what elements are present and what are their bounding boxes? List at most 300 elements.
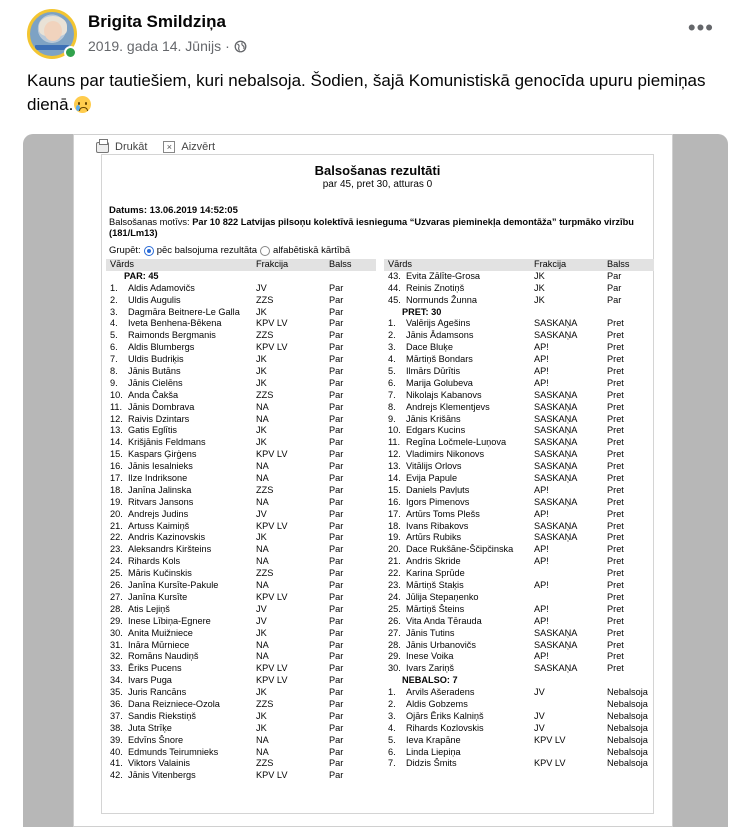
fraction: JK <box>256 532 267 543</box>
row-number: 43. <box>388 270 401 281</box>
row-number: 24. <box>388 591 401 602</box>
post-text <box>27 69 717 117</box>
deputy-name <box>106 616 256 628</box>
table-row <box>384 366 654 378</box>
row-number: 24. <box>110 556 123 567</box>
vote-value: Pret <box>607 425 624 436</box>
deputy-name-text: Anita Muižniece <box>128 627 193 638</box>
deputy-name-text: Rihards Kols <box>128 556 181 567</box>
group-by-result-radio[interactable] <box>144 246 154 256</box>
fraction: JV <box>256 603 267 614</box>
deputy-name <box>384 568 534 580</box>
fraction: NA <box>256 401 269 412</box>
table-row <box>384 318 654 330</box>
fraction: SASKAŅA <box>534 496 578 507</box>
deputy-name-text: Ieva Krapāne <box>406 734 461 745</box>
deputy-name-text: Inese Lībiņa-Egnere <box>128 615 211 626</box>
vote-value: Nebalsoja <box>607 746 648 757</box>
deputy-name <box>384 532 534 544</box>
vote-value: Pret <box>607 473 624 484</box>
document-title: Balsošanas rezultāti <box>314 163 441 178</box>
fraction: NA <box>256 473 269 484</box>
deputy-name <box>384 283 534 295</box>
fraction: AP! <box>534 544 549 555</box>
globe-icon[interactable] <box>234 40 247 53</box>
fraction: SASKAŅA <box>534 425 578 436</box>
deputy-name-text: Krišjānis Feldmans <box>128 437 206 448</box>
vote-value: Par <box>329 663 344 674</box>
vote-value: Pret <box>607 556 624 567</box>
vote-value: Nebalsoja <box>607 698 648 709</box>
fraction: SASKAŅA <box>534 473 578 484</box>
fraction: AP! <box>534 615 549 626</box>
table-row <box>384 425 654 437</box>
vote-value: Pret <box>607 330 624 341</box>
table-row <box>106 485 376 497</box>
row-number: 27. <box>110 591 123 602</box>
row-number: 7. <box>110 354 118 365</box>
row-number: 28. <box>388 639 401 650</box>
deputy-name <box>384 318 534 330</box>
close-icon: × <box>163 141 175 153</box>
fraction: SASKAŅA <box>534 401 578 412</box>
fraction: AP! <box>534 377 549 388</box>
deputy-name <box>384 366 534 378</box>
deputy-name <box>106 568 256 580</box>
fraction: KPV LV <box>534 734 566 745</box>
fraction: NA <box>256 651 269 662</box>
fraction: JK <box>256 437 267 448</box>
table-row <box>384 604 654 616</box>
table-row <box>384 628 654 640</box>
vote-table-right <box>384 259 654 770</box>
deputy-name-text: Dagmāra Beitnere-Le Galla <box>128 306 240 317</box>
deputy-name-text: Jānis Cielēns <box>128 377 183 388</box>
deputy-name <box>106 592 256 604</box>
vote-value: Pret <box>607 615 624 626</box>
table-row <box>384 390 654 402</box>
row-number: 1. <box>388 687 396 698</box>
fraction: JK <box>534 294 545 305</box>
author-name[interactable]: Brigita Smildziņa <box>88 12 226 31</box>
deputy-name <box>384 592 534 604</box>
table-row <box>106 497 376 509</box>
deputy-name-text: Ivars Puga <box>128 675 172 686</box>
fraction: SASKAŅA <box>534 532 578 543</box>
row-number: 26. <box>110 580 123 591</box>
vote-value: Nebalsoja <box>607 758 648 769</box>
row-number: 30. <box>110 627 123 638</box>
vote-value: Par <box>329 722 344 733</box>
date-value: 13.06.2019 14:52:05 <box>149 205 238 216</box>
table-row <box>106 402 376 414</box>
vote-value: Par <box>329 568 344 579</box>
fraction: ZZS <box>256 330 274 341</box>
section-title: NEBALSO: 7 <box>402 675 458 686</box>
table-row <box>106 758 376 770</box>
table-row <box>384 580 654 592</box>
deputy-name <box>384 354 534 366</box>
table-row <box>384 532 654 544</box>
deputy-name-text: Vladimirs Nikonovs <box>406 449 485 460</box>
deputy-name-text: Raimonds Bergmanis <box>128 330 216 341</box>
deputy-name-text: Karina Sprūde <box>406 568 465 579</box>
table-row <box>106 449 376 461</box>
row-number: 30. <box>388 663 401 674</box>
vote-value: Par <box>329 389 344 400</box>
deputy-name <box>384 437 534 449</box>
vote-value: Par <box>329 377 344 388</box>
table-row <box>106 699 376 711</box>
vote-value: Pret <box>607 413 624 424</box>
deputy-name <box>106 437 256 449</box>
deputy-name <box>384 556 534 568</box>
group-alphabetical-radio[interactable] <box>260 246 270 256</box>
fraction <box>534 568 607 580</box>
table-row <box>384 687 654 699</box>
deputy-name <box>384 711 534 723</box>
header-vote: Balss <box>329 259 352 269</box>
fraction: ZZS <box>256 389 274 400</box>
fraction: ZZS <box>256 698 274 709</box>
deputy-name <box>384 521 534 533</box>
row-number: 32. <box>110 651 123 662</box>
vote-value: Par <box>329 675 344 686</box>
table-row <box>106 295 376 307</box>
table-row <box>384 414 654 426</box>
deputy-name <box>106 532 256 544</box>
header-name: Vārds <box>110 259 135 269</box>
fraction: JV <box>256 615 267 626</box>
deputy-name <box>106 758 256 770</box>
deputy-name-text: Mārtiņš Šteins <box>406 603 465 614</box>
fraction: KPV LV <box>256 449 288 460</box>
fraction: ZZS <box>256 484 274 495</box>
row-number: 20. <box>388 544 401 555</box>
row-number: 25. <box>110 568 123 579</box>
vote-value: Nebalsoja <box>607 734 648 745</box>
section-title: PRET: 30 <box>402 306 442 317</box>
table-row <box>384 640 654 652</box>
vote-value: Pret <box>607 663 624 674</box>
table-row <box>384 330 654 342</box>
vote-value: Par <box>329 318 344 329</box>
deputy-name-text: Ritvars Jansons <box>128 496 194 507</box>
row-number: 36. <box>110 698 123 709</box>
deputy-name-text: Sandis Riekstiņš <box>128 710 196 721</box>
table-row <box>106 532 376 544</box>
row-number: 45. <box>388 294 401 305</box>
deputy-name <box>384 449 534 461</box>
row-number: 12. <box>110 413 123 424</box>
row-number: 15. <box>388 484 401 495</box>
table-row <box>384 283 654 295</box>
row-number: 38. <box>110 722 123 733</box>
close-button[interactable] <box>163 141 215 153</box>
deputy-name-text: Jānis Urbanovičs <box>406 639 476 650</box>
sad-tear-emoji-icon <box>74 96 91 113</box>
table-row <box>384 509 654 521</box>
vote-value: Par <box>329 342 344 353</box>
row-number: 18. <box>110 484 123 495</box>
deputy-name <box>106 354 256 366</box>
vote-value: Par <box>607 270 622 281</box>
vote-value: Pret <box>607 639 624 650</box>
group-selector <box>109 245 350 256</box>
header-fraction: Frakcija <box>256 259 289 269</box>
deputy-name <box>106 521 256 533</box>
deputy-name <box>384 271 534 283</box>
deputy-name-text: Aldis Gobzems <box>406 698 468 709</box>
fraction: SASKAŅA <box>534 413 578 424</box>
fraction <box>534 699 607 711</box>
deputy-name-text: Ivars Zariņš <box>406 663 454 674</box>
row-number: 5. <box>388 734 396 745</box>
deputy-name-text: Marija Golubeva <box>406 377 473 388</box>
deputy-name-text: Anda Čakša <box>128 389 179 400</box>
deputy-name-text: Didzis Šmits <box>406 758 457 769</box>
fraction: AP! <box>534 484 549 495</box>
table-row <box>384 402 654 414</box>
deputy-name <box>106 544 256 556</box>
deputy-name-text: Jānis Ādamsons <box>406 330 474 341</box>
vote-value: Pret <box>607 377 624 388</box>
row-number: 7. <box>388 758 396 769</box>
table-row <box>106 461 376 473</box>
post-photo[interactable] <box>23 134 728 827</box>
table-row <box>106 616 376 628</box>
fraction: SASKAŅA <box>534 449 578 460</box>
row-number: 4. <box>388 722 396 733</box>
deputy-name <box>384 663 534 675</box>
date-label: Datums: <box>109 205 148 216</box>
table-row <box>384 663 654 675</box>
deputy-name-text: Andrejs Judins <box>128 508 189 519</box>
fraction: NA <box>256 461 269 472</box>
vote-value: Par <box>329 425 344 436</box>
motive-label: Balsošanas motīvs: <box>109 217 190 227</box>
deputy-name-text: Ilmārs Dūrītis <box>406 366 461 377</box>
deputy-name-text: Evita Zālīte-Grosa <box>406 270 481 281</box>
row-number: 23. <box>110 544 123 555</box>
fraction: NA <box>256 746 269 757</box>
deputy-name <box>106 747 256 759</box>
deputy-name <box>384 425 534 437</box>
vote-table-left <box>106 259 376 782</box>
deputy-name-text: Rihards Kozlovskis <box>406 722 484 733</box>
row-number: 42. <box>110 770 123 781</box>
deputy-name <box>106 556 256 568</box>
section-header <box>384 675 654 687</box>
table-row <box>106 307 376 319</box>
table-row <box>106 735 376 747</box>
vote-value: Pret <box>607 580 624 591</box>
fraction: NA <box>256 734 269 745</box>
deputy-name-text: Linda Liepiņa <box>406 746 461 757</box>
table-row <box>106 390 376 402</box>
deputy-name-text: Jānis Iesalnieks <box>128 461 193 472</box>
row-number: 13. <box>388 461 401 472</box>
table-row <box>384 461 654 473</box>
table-row <box>384 735 654 747</box>
vote-value: Pret <box>607 591 624 602</box>
deputy-name <box>106 461 256 473</box>
deputy-name-text: Vitālijs Orlovs <box>406 461 462 472</box>
deputy-name-text: Aldis Adamovičs <box>128 282 195 293</box>
vote-value: Par <box>329 306 344 317</box>
vote-value: Par <box>329 330 344 341</box>
deputy-name-text: Jānis Krišāns <box>406 413 461 424</box>
table-row <box>106 592 376 604</box>
fraction: AP! <box>534 580 549 591</box>
row-number: 17. <box>388 508 401 519</box>
deputy-name-text: Inese Voika <box>406 651 454 662</box>
deputy-name <box>384 699 534 711</box>
meta-separator: · <box>225 38 230 54</box>
row-number: 19. <box>110 496 123 507</box>
fraction: JK <box>256 722 267 733</box>
deputy-name-text: Artūrs Toms Plešs <box>406 508 480 519</box>
deputy-name <box>106 663 256 675</box>
row-number: 39. <box>110 734 123 745</box>
row-number: 10. <box>388 425 401 436</box>
row-number: 21. <box>388 556 401 567</box>
table-row <box>106 414 376 426</box>
header-name: Vārds <box>388 259 413 269</box>
table-row <box>384 271 654 283</box>
row-number: 20. <box>110 508 123 519</box>
row-number: 33. <box>110 663 123 674</box>
row-number: 22. <box>388 568 401 579</box>
table-row <box>106 770 376 782</box>
fraction: AP! <box>534 651 549 662</box>
deputy-name-text: Romāns Naudiņš <box>128 651 199 662</box>
row-number: 4. <box>388 354 396 365</box>
deputy-name-text: Ivans Ribakovs <box>406 520 469 531</box>
row-number: 23. <box>388 580 401 591</box>
table-row <box>106 318 376 330</box>
deputy-name <box>106 366 256 378</box>
vote-results-document <box>101 154 654 814</box>
deputy-name <box>106 449 256 461</box>
row-number: 41. <box>110 758 123 769</box>
deputy-name <box>384 747 534 759</box>
deputy-name <box>384 473 534 485</box>
row-number: 5. <box>388 366 396 377</box>
vote-value: Pret <box>607 532 624 543</box>
vote-value: Pret <box>607 449 624 460</box>
deputy-name-text: Jānis Dombrava <box>128 401 195 412</box>
table-row <box>384 544 654 556</box>
deputy-name <box>106 497 256 509</box>
deputy-name <box>106 723 256 735</box>
row-number: 3. <box>388 342 396 353</box>
table-row <box>384 758 654 770</box>
table-row <box>106 342 376 354</box>
deputy-name-text: Juta Strīķe <box>128 722 172 733</box>
table-row <box>106 568 376 580</box>
fraction: KPV LV <box>256 342 288 353</box>
vote-value: Pret <box>607 603 624 614</box>
table-row <box>384 723 654 735</box>
deputy-name <box>384 616 534 628</box>
fraction: AP! <box>534 603 549 614</box>
deputy-name <box>106 378 256 390</box>
fraction <box>534 747 607 759</box>
table-row <box>384 473 654 485</box>
vote-value: Par <box>329 532 344 543</box>
deputy-name-text: Kaspars Ģirģens <box>128 449 197 460</box>
row-number: 13. <box>110 425 123 436</box>
table-header <box>384 259 654 271</box>
post-meta <box>88 38 247 54</box>
post-date[interactable]: 2019. gada 14. Jūnijs <box>88 38 222 54</box>
row-number: 22. <box>110 532 123 543</box>
more-options-icon[interactable]: ••• <box>687 15 714 40</box>
fraction: NA <box>256 544 269 555</box>
deputy-name-text: Artūrs Rubiks <box>406 532 462 543</box>
deputy-name-text: Raivis Dzintars <box>128 413 190 424</box>
fraction <box>534 592 607 604</box>
deputy-name-text: Ināra Mūrniece <box>128 639 190 650</box>
row-number: 16. <box>388 496 401 507</box>
row-number: 2. <box>110 294 118 305</box>
row-number: 17. <box>110 473 123 484</box>
row-number: 4. <box>110 318 118 329</box>
section-title: PAR: 45 <box>124 270 159 281</box>
vote-value: Par <box>329 758 344 769</box>
fraction: JV <box>256 508 267 519</box>
deputy-name-text: Evija Papule <box>406 473 458 484</box>
table-row <box>106 651 376 663</box>
fraction: ZZS <box>256 758 274 769</box>
document-page <box>73 134 673 827</box>
vote-value: Nebalsoja <box>607 687 648 698</box>
vote-value: Pret <box>607 496 624 507</box>
vote-value: Par <box>329 698 344 709</box>
deputy-name-text: Janīna Kursīte <box>128 591 188 602</box>
row-number: 9. <box>110 377 118 388</box>
table-row <box>106 425 376 437</box>
vote-value: Par <box>329 615 344 626</box>
vote-value: Pret <box>607 461 624 472</box>
row-number: 1. <box>388 318 396 329</box>
print-label: Drukāt <box>115 141 148 153</box>
vote-value: Pret <box>607 401 624 412</box>
vote-date <box>109 205 238 216</box>
deputy-name <box>106 580 256 592</box>
online-status-icon <box>64 46 77 59</box>
table-row <box>106 473 376 485</box>
deputy-name <box>106 711 256 723</box>
fraction: JK <box>256 366 267 377</box>
row-number: 25. <box>388 603 401 614</box>
fraction: KPV LV <box>256 520 288 531</box>
table-row <box>384 699 654 711</box>
fraction: KPV LV <box>534 758 566 769</box>
table-row <box>106 640 376 652</box>
vote-value: Par <box>329 627 344 638</box>
fraction: SASKAŅA <box>534 389 578 400</box>
print-button[interactable] <box>96 141 147 153</box>
table-row <box>106 711 376 723</box>
group-alphabetical-label: alfabētiskā kārtībā <box>273 245 351 256</box>
post-header <box>27 9 727 61</box>
deputy-name <box>106 687 256 699</box>
row-number: 15. <box>110 449 123 460</box>
deputy-name-text: Ojārs Ēriks Kalniņš <box>406 710 484 721</box>
table-row <box>106 556 376 568</box>
